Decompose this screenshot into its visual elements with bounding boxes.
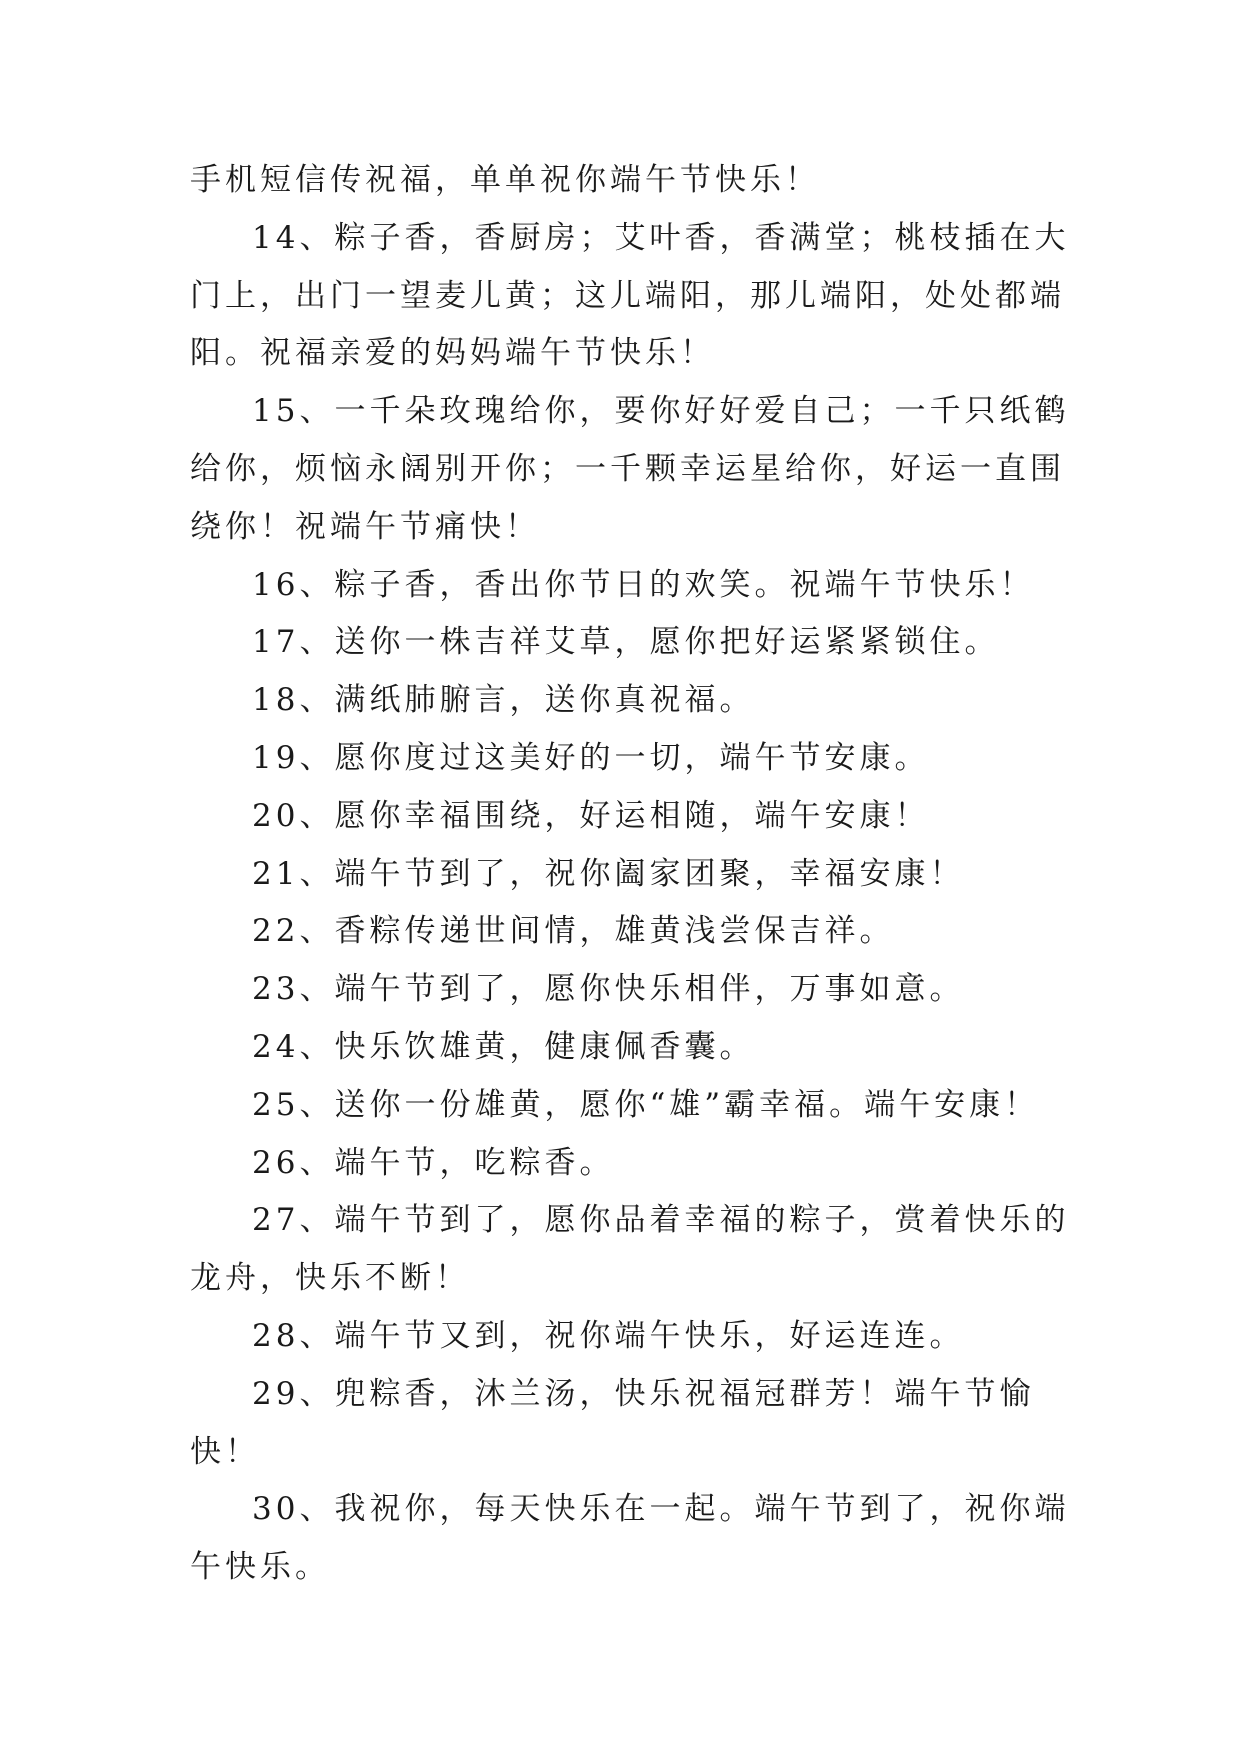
paragraph-item-24: 24、快乐饮雄黄，健康佩香囊。 bbox=[252, 1028, 755, 1065]
paragraph-item-26: 26、端午节，吃粽香。 bbox=[252, 1144, 615, 1181]
paragraph-item-28: 28、端午节又到，祝你端午快乐，好运连连。 bbox=[252, 1317, 965, 1354]
paragraph-item-25: 25、送你一份雄黄，愿你“雄”霸幸福。端午安康！ bbox=[252, 1086, 1040, 1123]
paragraph-item-18: 18、满纸肺腑言，送你真祝福。 bbox=[252, 682, 755, 719]
paragraph-item-27: 27、端午节到了，愿你品着幸福的粽子，赏着快乐的龙舟，快乐不断！ bbox=[190, 1202, 1070, 1297]
paragraph-item-17: 17、送你一株吉祥艾草，愿你把好运紧紧锁住。 bbox=[252, 624, 1000, 661]
paragraph-item-19: 19、愿你度过这美好的一切，端午节安康。 bbox=[252, 739, 930, 776]
paragraph-item-29: 29、兜粽香，沐兰汤，快乐祝福冠群芳！端午节愉快！ bbox=[190, 1375, 1035, 1470]
paragraph-item-30: 30、我祝你，每天快乐在一起。端午节到了，祝你端午快乐。 bbox=[190, 1491, 1070, 1586]
paragraph-continuation: 手机短信传祝福，单单祝你端午节快乐！ bbox=[190, 162, 820, 198]
paragraph-item-22: 22、香粽传递世间情，雄黄浅尝保吉祥。 bbox=[252, 913, 895, 950]
paragraph-item-21: 21、端午节到了，祝你阖家团聚，幸福安康！ bbox=[252, 855, 965, 892]
paragraph-item-16: 16、粽子香，香出你节日的欢笑。祝端午节快乐！ bbox=[252, 566, 1035, 603]
paragraph-item-14: 14、粽子香，香厨房；艾叶香，香满堂；桃枝插在大门上，出门一望麦儿黄；这儿端阳，那儿端阳，处处都端阳。祝福亲爱的妈妈端午节快乐！ bbox=[190, 219, 1070, 372]
document-body bbox=[190, 152, 1070, 1597]
paragraph-item-15: 15、一千朵玫瑰给你，要你好好爱自己；一千只纸鹤给你，烦恼永阔别开你；一千颗幸运星给你，好运一直围绕你！祝端午节痛快！ bbox=[190, 393, 1070, 545]
paragraph-item-23: 23、端午节到了，愿你快乐相伴，万事如意。 bbox=[252, 971, 965, 1008]
paragraph-item-20: 20、愿你幸福围绕，好运相随，端午安康！ bbox=[252, 797, 930, 834]
